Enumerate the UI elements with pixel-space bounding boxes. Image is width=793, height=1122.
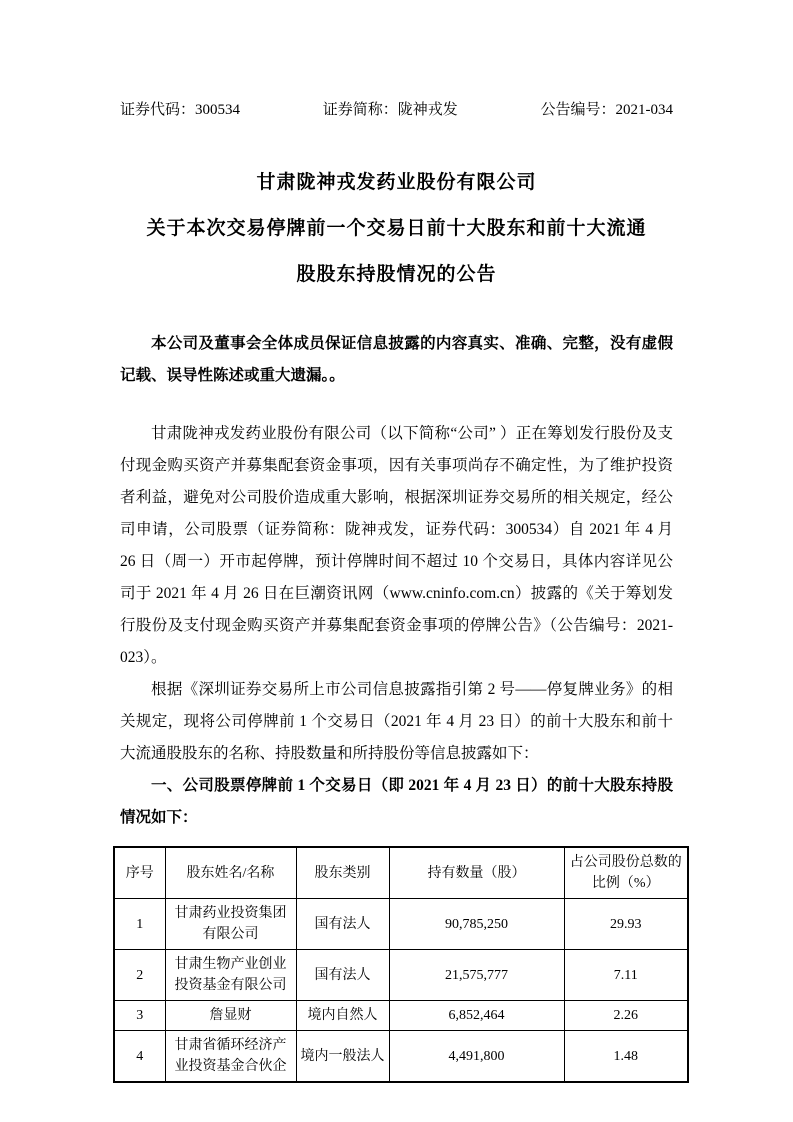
cell-shareholder-type: 境内自然人 bbox=[296, 1001, 389, 1031]
section-heading: 一、公司股票停牌前 1 个交易日（即 2021 年 4 月 23 日）的前十大股东持股情况如下： bbox=[120, 777, 673, 826]
table-row bbox=[114, 899, 688, 950]
cell-shares-held: 21,575,777 bbox=[389, 950, 564, 1001]
cell-ownership-pct: 2.26 bbox=[564, 1001, 688, 1031]
col-header-index: 序号 bbox=[114, 847, 165, 899]
stock-code: 证券代码：300534 bbox=[120, 102, 241, 118]
cell-shareholder-type: 境内一般法人 bbox=[296, 1031, 389, 1083]
document-meta-row bbox=[120, 100, 673, 120]
announcement-number: 公告编号：2021-034 bbox=[540, 102, 673, 118]
table-row bbox=[114, 1031, 688, 1083]
top-shareholders-table bbox=[113, 846, 689, 1083]
cell-shares-held: 90,785,250 bbox=[389, 899, 564, 950]
cell-shareholder-name: 甘肃生物产业创业投资基金有限公司 bbox=[165, 950, 296, 1001]
table-header-row bbox=[114, 847, 688, 899]
cell-shares-held: 6,852,464 bbox=[389, 1001, 564, 1031]
table-row bbox=[114, 950, 688, 1001]
disclaimer-paragraph: 本公司及董事会全体成员保证信息披露的内容真实、准确、完整，没有虚假记载、误导性陈述或重大遗漏。。 bbox=[120, 335, 673, 384]
cell-index: 2 bbox=[114, 950, 165, 1001]
table-row bbox=[114, 1001, 688, 1031]
cell-index: 1 bbox=[114, 899, 165, 950]
cell-shareholder-type: 国有法人 bbox=[296, 899, 389, 950]
cell-ownership-pct: 7.11 bbox=[564, 950, 688, 1001]
title-line-1: 甘肃陇神戎发药业股份有限公司 bbox=[256, 172, 537, 193]
title-line-3: 股股东持股情况的公告 bbox=[296, 264, 497, 285]
cell-shareholder-name: 甘肃药业投资集团有限公司 bbox=[165, 899, 296, 950]
body-paragraph-1: 甘肃陇神戎发药业股份有限公司（以下简称“公司” ）正在筹划发行股份及支付现金购买资产并募集配套资金事项，因有关事项尚存不确定性，为了维护投资者利益，避免对公司股价造成重大影响，根据深圳证券交易所的相关规定，经公司申请，公司股票（证券简称：陇神戎发，证券代码：300534）自 2021 年 4 月 26 日（周一）开市起停牌，预计停牌时间不超过 10 个交易日，具体内容详见公司于 2021 年 4 月 26 日在巨潮资讯网（www.cninfo.com.cn）披露的《关于筹划发行股份及支付现金购买资产并募集配套资金事项的停牌公告》（公告编号：2021-023）。 bbox=[120, 425, 673, 666]
document-title bbox=[120, 160, 673, 298]
col-header-shares-held: 持有数量（股） bbox=[389, 847, 564, 899]
cell-index: 4 bbox=[114, 1031, 165, 1083]
cell-shareholder-name: 甘肃省循环经济产业投资基金合伙企 bbox=[165, 1031, 296, 1083]
cell-ownership-pct: 1.48 bbox=[564, 1031, 688, 1083]
title-line-2: 关于本次交易停牌前一个交易日前十大股东和前十大流通 bbox=[146, 218, 647, 239]
col-header-ownership-pct: 占公司股份总数的比例（%） bbox=[564, 847, 688, 899]
cell-index: 3 bbox=[114, 1001, 165, 1031]
cell-shares-held: 4,491,800 bbox=[389, 1031, 564, 1083]
cell-ownership-pct: 29.93 bbox=[564, 899, 688, 950]
cell-shareholder-type: 国有法人 bbox=[296, 950, 389, 1001]
cell-shareholder-name: 詹显财 bbox=[165, 1001, 296, 1031]
stock-abbr: 证券简称：陇神戎发 bbox=[322, 102, 458, 118]
body-paragraph-2: 根据《深圳证券交易所上市公司信息披露指引第 2 号——停复牌业务》的相关规定，现将公司停牌前 1 个交易日（2021 年 4 月 23 日）的前十大股东和前十大流通股股东的名称、持股数量和所持股份等信息披露如下： bbox=[120, 681, 673, 762]
col-header-shareholder-name: 股东姓名/名称 bbox=[165, 847, 296, 899]
col-header-shareholder-type: 股东类别 bbox=[296, 847, 389, 899]
